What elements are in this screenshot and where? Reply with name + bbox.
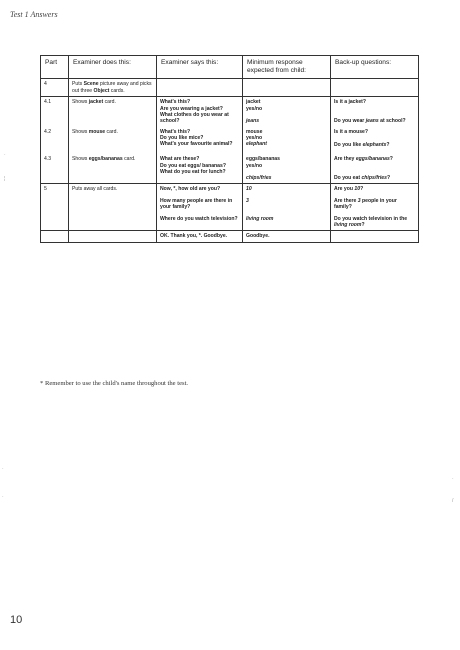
response-cell: jacket yes/no jeans (243, 97, 331, 127)
backup-cell: Is it a jacket? Do you wear jeans at school? (331, 97, 419, 127)
says-cell: What's this? Do you like mice? What's your favourite animal? (157, 127, 243, 151)
table-row (41, 150, 419, 184)
scan-mark: · (4, 152, 6, 158)
page-header: Test 1 Answers (10, 10, 58, 19)
response-cell: Goodbye. (243, 231, 331, 242)
header-examiner-does: Examiner does this: (69, 56, 157, 79)
page-number: 10 (10, 614, 23, 626)
response-cell: mouse yes/no elephant (243, 127, 331, 151)
does-cell: Shows jacket card. (69, 97, 157, 127)
header-backup-questions: Back-up questions: (331, 56, 419, 79)
says-cell: OK. Thank you, *. Goodbye. (157, 231, 243, 242)
part-cell: 4 (41, 79, 69, 97)
table-row (41, 127, 419, 151)
says-cell: What's this? Are you wearing a jacket? What clothes do you wear at school? (157, 97, 243, 127)
header-examiner-says: Examiner says this: (157, 56, 243, 79)
backup-cell: Are they eggs/bananas? Do you eat chips/fries? (331, 150, 419, 184)
does-cell: Puts Scene picture away and picks out three Object cards. (69, 79, 157, 97)
part-cell: 4.2 (41, 127, 69, 151)
backup-cell (331, 231, 419, 242)
does-cell: Shows mouse card. (69, 127, 157, 151)
answers-table (40, 55, 419, 243)
backup-cell: Is it a mouse? Do you like elephants? (331, 127, 419, 151)
response-cell: 10 3 living room (243, 184, 331, 231)
part-cell: 4.3 (41, 150, 69, 184)
scan-mark: / (452, 498, 454, 504)
table-header-row (41, 56, 419, 79)
scan-mark: ¦ (4, 176, 6, 182)
scan-mark: · (2, 466, 4, 472)
scan-mark: · (2, 494, 4, 500)
part-cell: 5 (41, 184, 69, 231)
response-cell (243, 79, 331, 97)
scan-mark: · (452, 476, 454, 482)
part-cell: 4.1 (41, 97, 69, 127)
does-cell: Shows eggs/bananas card. (69, 150, 157, 184)
backup-cell: Are you 10? Are there 3 people in your family? Do you watch television in the living room? (331, 184, 419, 231)
table-row (41, 184, 419, 231)
part-cell (41, 231, 69, 242)
response-cell: eggs/bananas yes/no chips/fries (243, 150, 331, 184)
header-minimum-response: Minimum response expected from child: (243, 56, 331, 79)
table-row (41, 79, 419, 97)
does-cell: Puts away all cards. (69, 184, 157, 231)
does-cell (69, 231, 157, 242)
header-part: Part (41, 56, 69, 79)
footnote: * Remember to use the child's name throughout the test. (40, 380, 189, 387)
says-cell: Now, *, how old are you? How many people are there in your family? Where do you watch television? (157, 184, 243, 231)
says-cell: What are these? Do you eat eggs/ bananas? What do you eat for lunch? (157, 150, 243, 184)
table-row (41, 231, 419, 242)
table-row (41, 97, 419, 127)
backup-cell (331, 79, 419, 97)
says-cell (157, 79, 243, 97)
